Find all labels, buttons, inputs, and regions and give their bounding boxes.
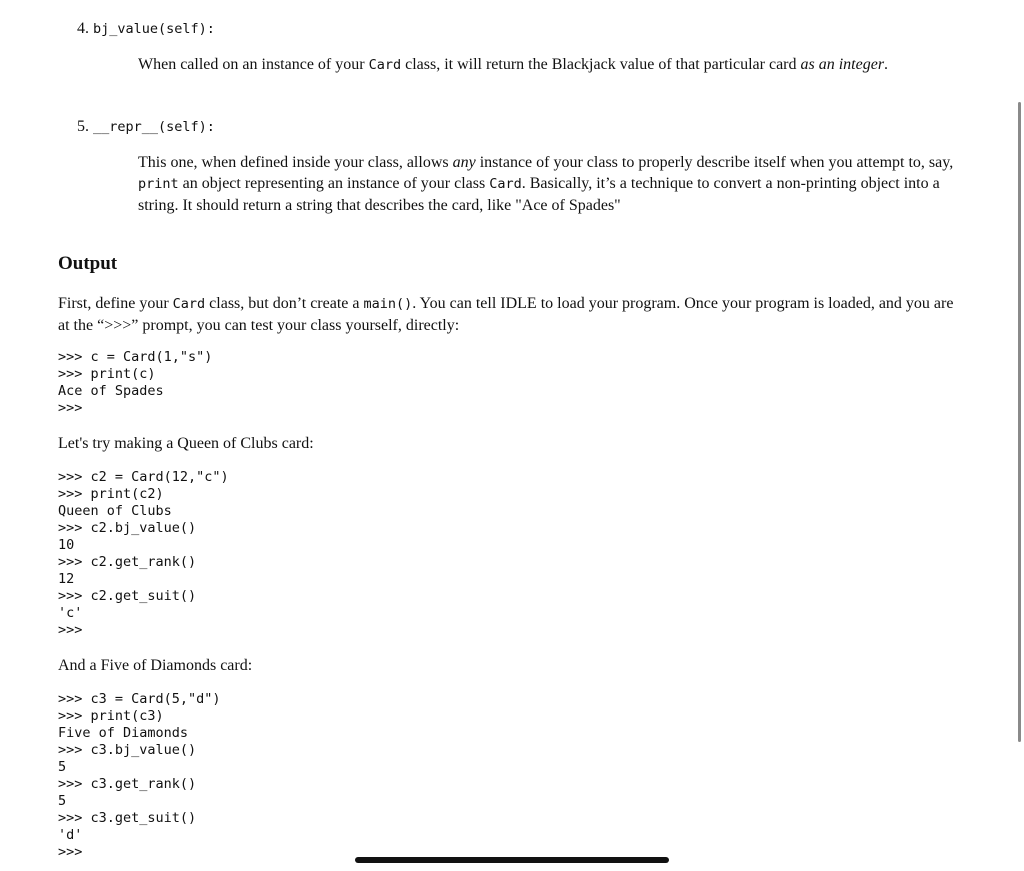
- code-line: >>> print(c): [58, 366, 156, 382]
- code-line: >>> c3.bj_value(): [58, 742, 197, 758]
- code-line: >>>: [58, 400, 83, 416]
- code-line: >>> c3 = Card(5,"d"): [58, 691, 221, 707]
- code-line: 5: [58, 793, 67, 809]
- code-line: >>> print(c2): [58, 486, 164, 502]
- code-line: >>> c3.get_rank(): [58, 776, 197, 792]
- code-line: Five of Diamonds: [58, 725, 189, 741]
- item-4-heading: [77, 19, 215, 39]
- code-line: >>> c2.get_rank(): [58, 554, 197, 570]
- code-line: Ace of Spades: [58, 383, 164, 399]
- code-line: >>> c3.get_suit(): [58, 810, 197, 826]
- section-heading-output: Output: [58, 253, 118, 274]
- vertical-scrollbar[interactable]: [1018, 102, 1021, 742]
- code-line: >>> c2.get_suit(): [58, 588, 197, 604]
- method-signature: bj_value(self):: [93, 21, 215, 37]
- code-line: 10: [58, 537, 75, 553]
- five-intro: And a Five of Diamonds card:: [58, 657, 253, 674]
- output-intro: First, define your Card class, but don’t create a main(). You can tell IDLE to load your program. Once your program is loaded, and you are at the “>>>” prompt, you can test your class yourself, directly:: [58, 295, 954, 334]
- code-line: >>> c2 = Card(12,"c"): [58, 469, 229, 485]
- item-5-heading: [77, 117, 215, 137]
- code-line: >>> c2.bj_value(): [58, 520, 197, 536]
- code-block-queen: [58, 469, 229, 639]
- item-5-description: This one, when defined inside your class, allows any instance of your class to properly describe itself when you attempt to, say, print an object representing an instance of your class Card. Basically, it’s a technique to convert a non-printing object into a string. It should return a string that describes the card, like "Ace of Spades": [138, 154, 954, 214]
- code-line: 'c': [58, 605, 83, 621]
- code-block-five: [58, 691, 221, 861]
- method-signature: __repr__(self):: [93, 119, 215, 135]
- code-line: >>> print(c3): [58, 708, 164, 724]
- home-indicator[interactable]: [355, 857, 669, 863]
- code-line: 12: [58, 571, 75, 587]
- code-line: >>> c = Card(1,"s"): [58, 349, 213, 365]
- code-line: >>>: [58, 844, 83, 860]
- code-line: 'd': [58, 827, 83, 843]
- code-line: Queen of Clubs: [58, 503, 172, 519]
- code-line: >>>: [58, 622, 83, 638]
- item-number: 5.: [77, 118, 89, 135]
- item-4-description: When called on an instance of your Card class, it will return the Blackjack value of that particular card as an integer.: [138, 56, 889, 73]
- code-line: 5: [58, 759, 67, 775]
- item-number: 4.: [77, 20, 89, 37]
- code-block-ace: [58, 349, 212, 417]
- queen-intro: Let's try making a Queen of Clubs card:: [58, 435, 314, 452]
